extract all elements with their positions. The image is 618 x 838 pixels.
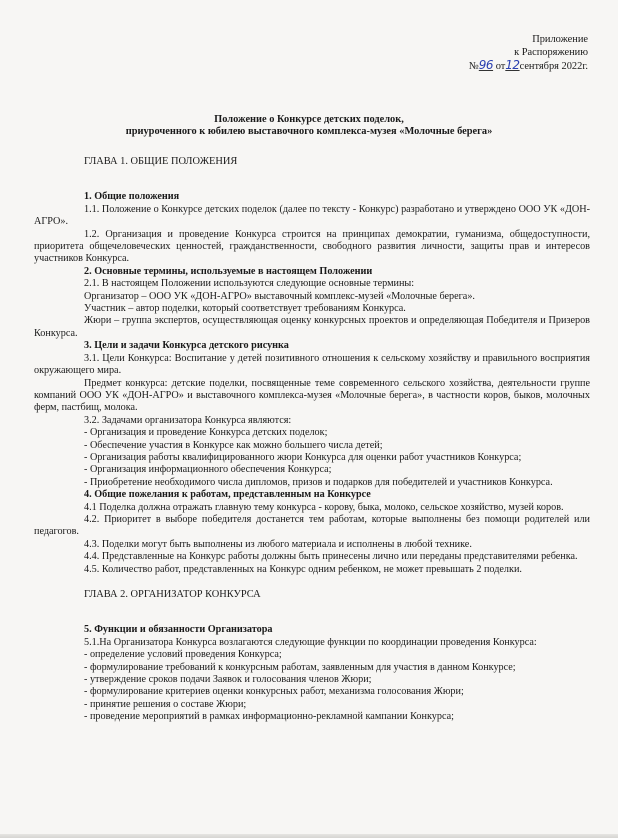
section-3-title: 3. Цели и задачи Конкурса детского рисунка (84, 340, 289, 352)
section-2-title: 2. Основные термины, используемые в настоящем Положении (84, 265, 373, 277)
section-4-title: 4. Общие пожелания к работам, представленным на Конкурсе (84, 489, 371, 501)
paragraph-3-1: 3.1. Цели Конкурса: Воспитание у детей позитивного отношения к сельскому хозяйству и правильного восприятия окружающего мира. (34, 352, 590, 377)
list-item: - утверждение сроков подачи Заявок и голосования членов Жюри; (84, 674, 372, 686)
title-line-1: Положение о Конкурсе детских поделок, (214, 114, 404, 125)
paragraph-4-1: 4.1 Поделка должна отражать главную тему конкурса - корову, быка, молоко, сельское хозяйство, музей коров. (84, 501, 564, 513)
handwritten-day: 12 (505, 58, 520, 73)
list-item: - Обеспечение участия в Конкурсе как можно большего числа детей; (84, 439, 383, 451)
chapter-1-title: ГЛАВА 1. ОБЩИЕ ПОЛОЖЕНИЯ (84, 156, 238, 167)
list-item: - принятие решения о составе Жюри; (84, 698, 247, 710)
section-5-title: 5. Функции и обязанности Организатора (84, 624, 273, 636)
title-line-2: приуроченного к юбилею выставочного комплекса-музея «Молочные берега» (125, 126, 493, 138)
appendix-line-2: к Распоряжению (514, 46, 588, 58)
list-item: - Организация и проведение Конкурса детских поделок; (84, 427, 328, 439)
handwritten-number: 96 (478, 58, 494, 73)
chapter-2-title: ГЛАВА 2. ОРГАНИЗАТОР КОНКУРСА (84, 589, 261, 600)
appendix-line-3 (469, 59, 588, 74)
paragraph-4-3: 4.3. Поделки могут быть выполнены из любого материала и исполнены в любой технике. (84, 538, 472, 550)
term-organizer: Организатор – ООО УК «ДОН-АГРО» выставочный комплекс-музей «Молочные берега». (84, 290, 475, 302)
list-item: - проведение мероприятий в рамках информационно-рекламной кампании Конкурса; (84, 711, 454, 723)
term-participant: Участник – автор поделки, который соответствует требованиям Конкурса. (84, 303, 406, 315)
document-title (0, 114, 618, 139)
paragraph-4-4: 4.4. Представленные на Конкурс работы должны быть принесены лично или переданы представителями ребенка. (84, 551, 578, 563)
date-rest: сентября 2022г. (519, 61, 588, 73)
paragraph-1-1: 1.1. Положение о Конкурсе детских поделок (далее по тексту - Конкурс) разработано и утверждено ООО УК «ДОН-АГРО». (34, 203, 590, 228)
list-item: - Организация работы квалифицированного жюри Конкурса для оценки работ участников Конкурса; (84, 451, 522, 463)
appendix-header (469, 34, 588, 74)
paragraph-1-2: 1.2. Организация и проведение Конкурса строится на принципах демократии, гуманизма, общедоступности, приоритета общечеловеческих ценностей, гражданственности, свободного развития личности, защиты прав и интересов участников Конкурса. (34, 228, 590, 265)
paragraph-3-2: 3.2. Задачами организатора Конкурса являются: (84, 414, 292, 426)
from-word: от (495, 61, 506, 73)
paragraph-4-5: 4.5. Количество работ, представленных на Конкурс одним ребенком, не может превышать 2 поделки. (84, 563, 522, 575)
list-item: - определение условий проведения Конкурса; (84, 649, 282, 661)
paragraph-2-1: 2.1. В настоящем Положении используются следующие основные термины: (84, 278, 415, 290)
paragraph-4-2: 4.2. Приоритет в выборе победителя достанется тем работам, которые выполнены без помощи родителей или педагогов. (34, 513, 590, 538)
term-jury: Жюри – группа экспертов, осуществляющая оценку конкурсных проектов и определяющая Победителя и Призеров Конкурса. (34, 315, 590, 339)
paragraph-contest-subject: Предмет конкурса: детские поделки, посвященные теме современного сельского хозяйства, деятельности группе компаний ООО УК «ДОН-АГРО» и выставочного комплекса-музея «Молочные берега», в частности коров, быков, молочных ферм, пастбищ, молока. (34, 377, 590, 414)
list-item: - формулирование требований к конкурсным работам, заявленным для участия в данном Конкурсе; (84, 661, 516, 673)
scan-bottom-edge (0, 834, 618, 838)
list-item: - Организация информационного обеспечения Конкурса; (84, 464, 332, 476)
paragraph-5-1: 5.1.На Организатора Конкурса возлагаются следующие функции по координации проведения Конкурса: (84, 636, 537, 648)
section-1-title: 1. Общие положения (84, 191, 180, 203)
number-sign: № (468, 61, 479, 73)
appendix-line-1: Приложение (532, 34, 588, 45)
list-item: - формулирование критериев оценки конкурсных работ, механизма голосования Жюри; (84, 686, 464, 698)
list-item-last: - Приобретение необходимого числа дипломов, призов и подарков для победителей и участников Конкурса. (84, 476, 553, 488)
document-body (34, 156, 590, 724)
